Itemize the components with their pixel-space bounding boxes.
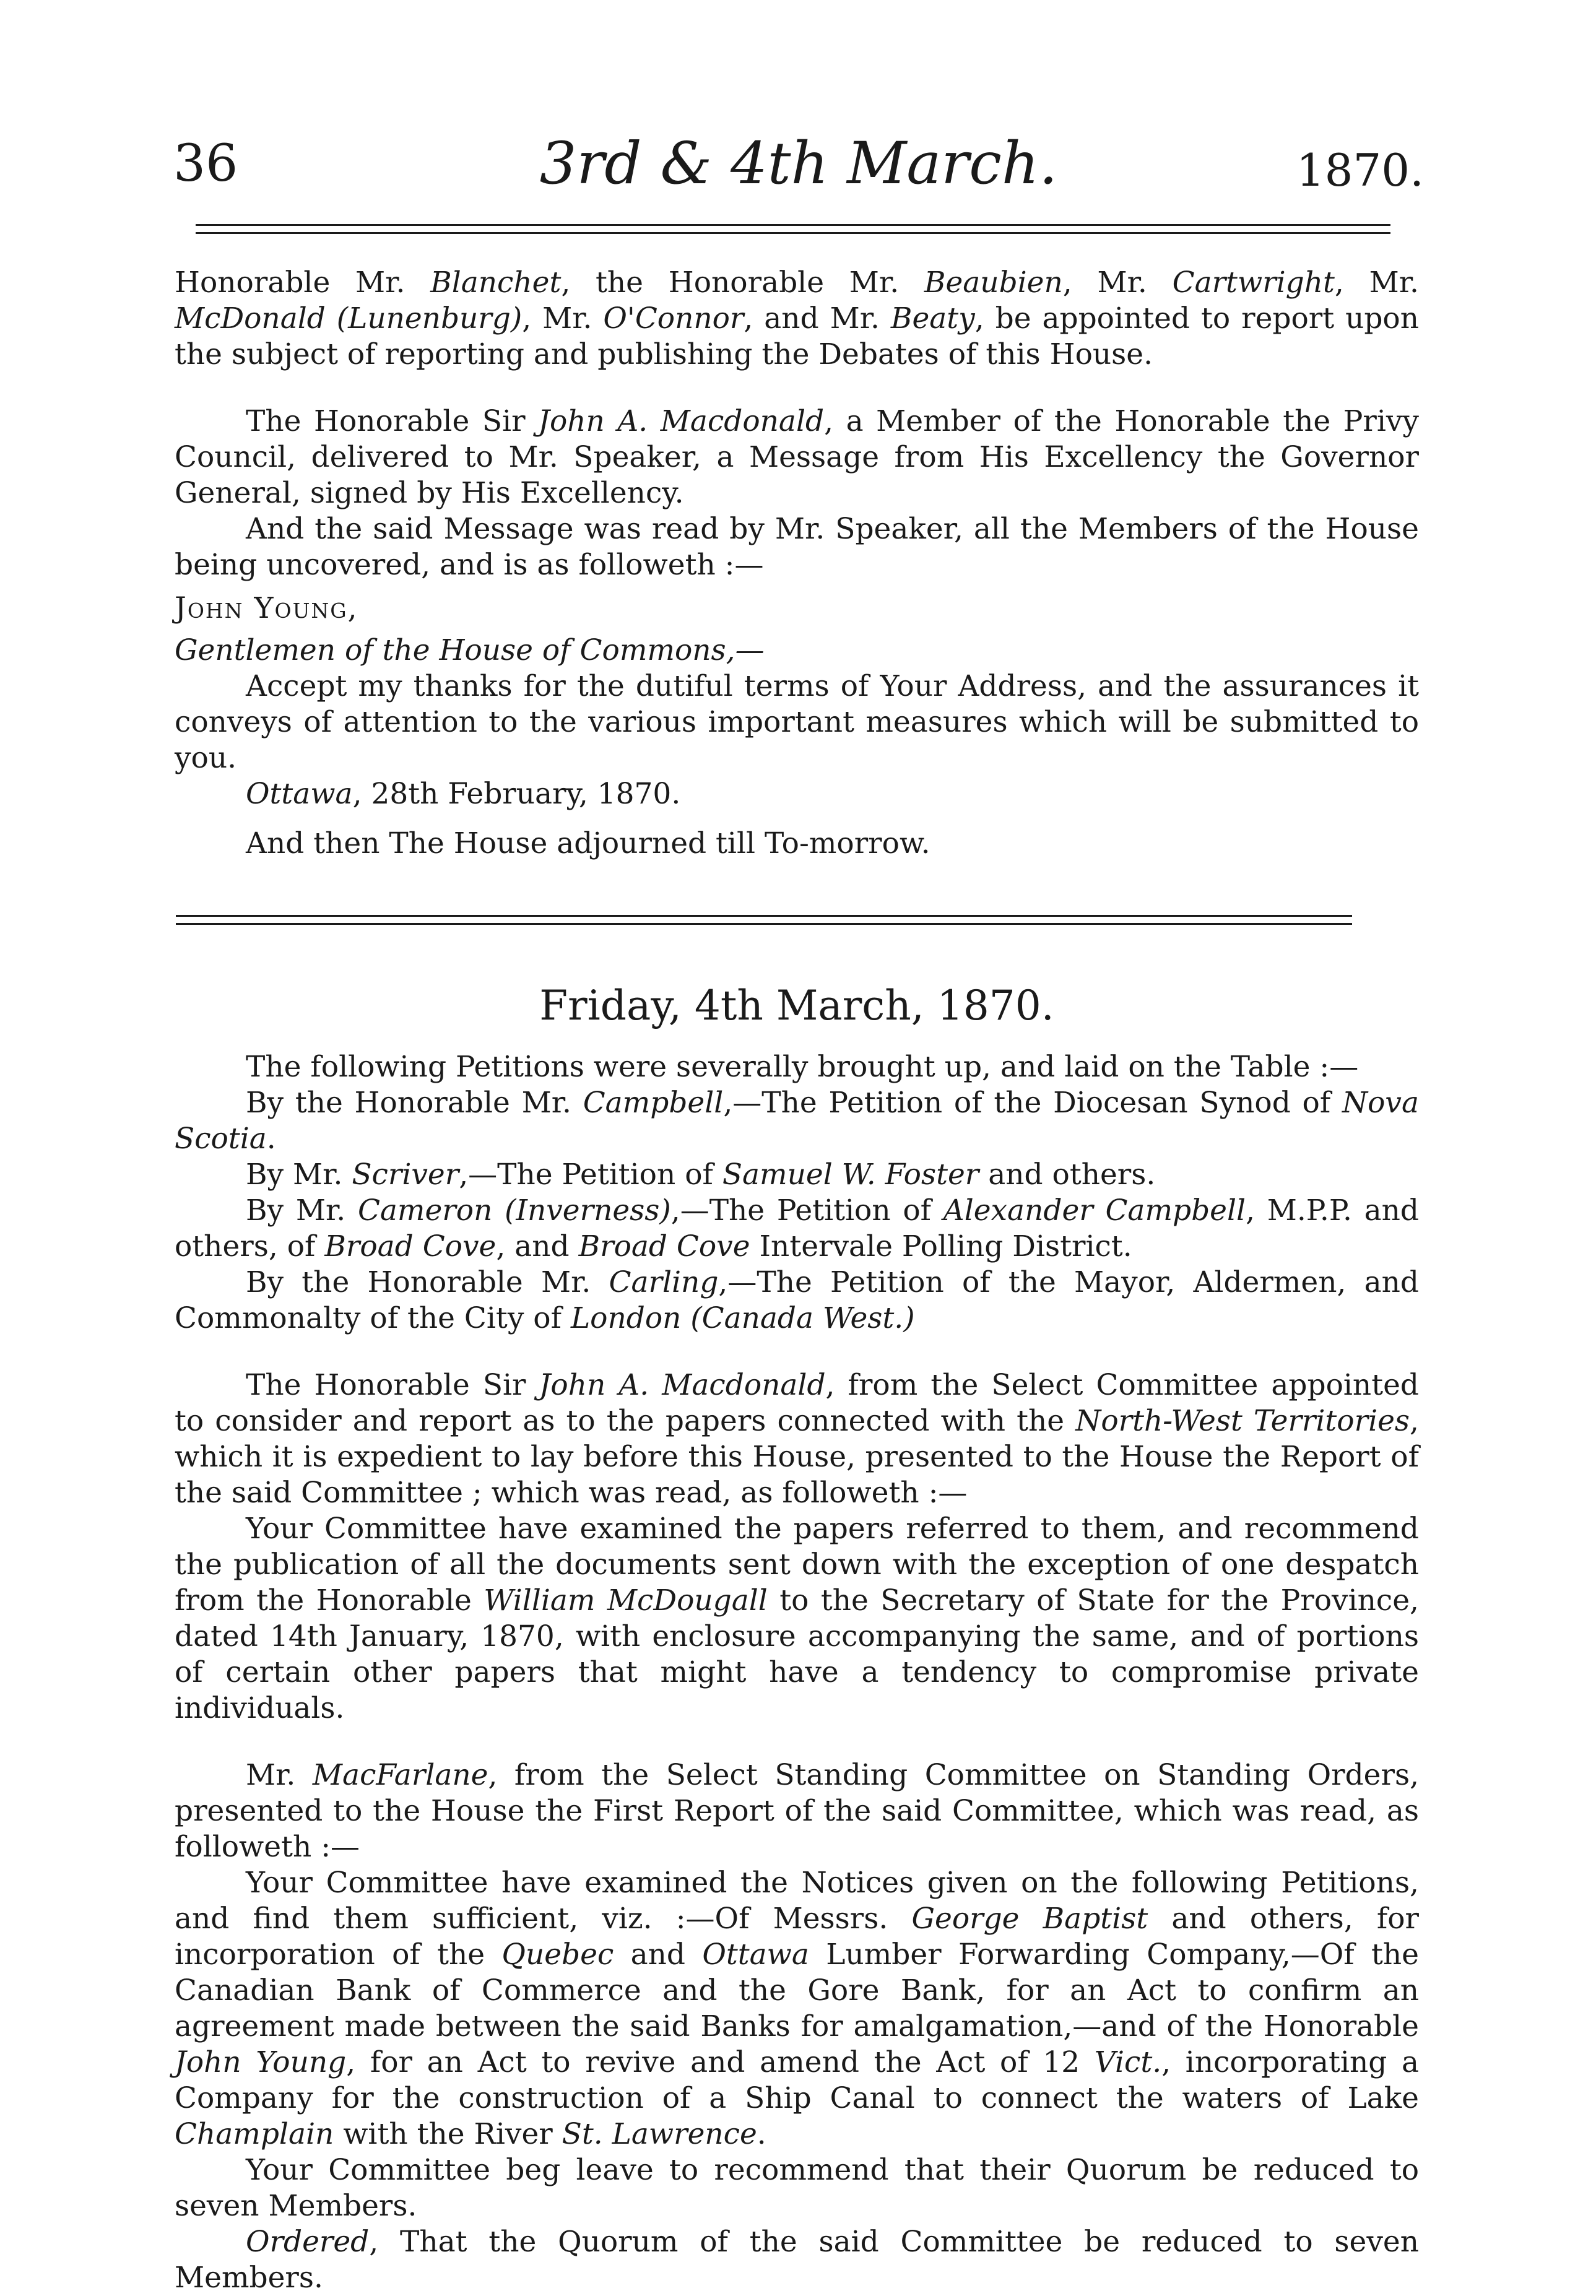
quorum-order: Ordered, That the Quorum of the said Committee be reduced to seven Members. <box>175 2225 1419 2295</box>
message-salutation: Gentlemen of the House of Commons,— <box>175 633 765 667</box>
adjournment-paragraph: And then The House adjourned till To-morrow. <box>246 826 930 860</box>
petition-item: By the Honorable Mr. Carling,—The Petition of the Mayor, Aldermen, and Commonalty of the City of London (Canada West.) <box>175 1265 1419 1335</box>
section-march-4 <box>175 1049 1419 2296</box>
message-body: Accept my thanks for the dutiful terms of Your Address, and the assurances it conveys of attention to the various important measures which will be submitted to you. <box>175 669 1419 775</box>
standing-orders-report-body: Your Committee have examined the Notices given on the following Petitions, and find them sufficient, viz. :—Of Messrs. George Baptist and others, for incorporation of the Quebec and Ottawa Lumber Forwarding Company,—Of the Canadian Bank of Commerce and the Gore Bank, for an Act to confirm an agreement made between the said Banks for amalgamation,—and of the Honorable John Young, for an Act to revive and amend the Act of 12 Vict., incorporating a Company for the construction of a Ship Canal to connect the waters of Lake Champlain with the River St. Lawrence. <box>175 1866 1420 2151</box>
petitions-intro: The following Petitions were severally brought up, and laid on the Table :— <box>246 1050 1359 1084</box>
petition-item: By Mr. Scriver,—The Petition of Samuel W. Foster and others. <box>246 1158 1156 1192</box>
message-delivered-paragraph: The Honorable Sir John A. Macdonald, a Member of the Honorable the Privy Council, delivered to Mr. Speaker, a Message from His Excellency the Governor General, signed by His Excellency. <box>175 404 1419 510</box>
running-title: 3rd & 4th March. <box>539 130 1058 197</box>
select-committee-report-paragraph: The Honorable Sir John A. Macdonald, from the Select Committee appointed to consider and report as to the papers connected with the North-West Territories, which it is expedient to lay before this House, presented to the House the Report of the said Committee ; which was read, as followeth :— <box>175 1368 1419 1510</box>
select-committee-report-body: Your Committee have examined the papers referred to them, and recommend the publication of all the documents sent down with the exception of one despatch from the Honorable William McDougall to the Secretary of State for the Province, dated 14th January, 1870, with enclosure accompanying the same, and of portions of certain other papers that might have a tendency to compromise private individuals. <box>175 1512 1419 1725</box>
section-divider-rule <box>176 915 1352 925</box>
page-number: 36 <box>173 134 238 193</box>
committee-appointment-paragraph: Honorable Mr. Blanchet, the Honorable Mr. Beaubien, Mr. Cartwright, Mr. McDonald (Lunenburg), Mr. O'Connor, and Mr. Beaty, be appointed to report upon the subject of reporting and publishing the Debates of this House. <box>175 266 1419 371</box>
header-year: 1870. <box>1296 144 1424 196</box>
page-header <box>173 130 1424 198</box>
petition-item: By the Honorable Mr. Campbell,—The Petition of the Diocesan Synod of Nova Scotia. <box>175 1086 1419 1156</box>
quorum-recommendation: Your Committee beg leave to recommend that their Quorum be reduced to seven Members. <box>175 2153 1419 2223</box>
section-march-3 <box>175 265 1419 862</box>
standing-orders-report-paragraph: Mr. MacFarlane, from the Select Standing Committee on Standing Orders, presented to the House the First Report of the said Committee, which was read, as followeth :— <box>175 1758 1420 1864</box>
day-heading: Friday, 4th March, 1870. <box>539 982 1054 1029</box>
message-signature: John Young, <box>175 591 358 625</box>
message-dateline: Ottawa, 28th February, 1870. <box>246 777 681 811</box>
petition-item: By Mr. Cameron (Inverness),—The Petition of Alexander Campbell, M.P.P. and others, of Broad Cove, and Broad Cove Intervale Polling District. <box>175 1193 1419 1263</box>
header-rule <box>196 224 1390 234</box>
message-read-paragraph: And the said Message was read by Mr. Speaker, all the Members of the House being uncovered, and is as followeth :— <box>175 512 1419 582</box>
